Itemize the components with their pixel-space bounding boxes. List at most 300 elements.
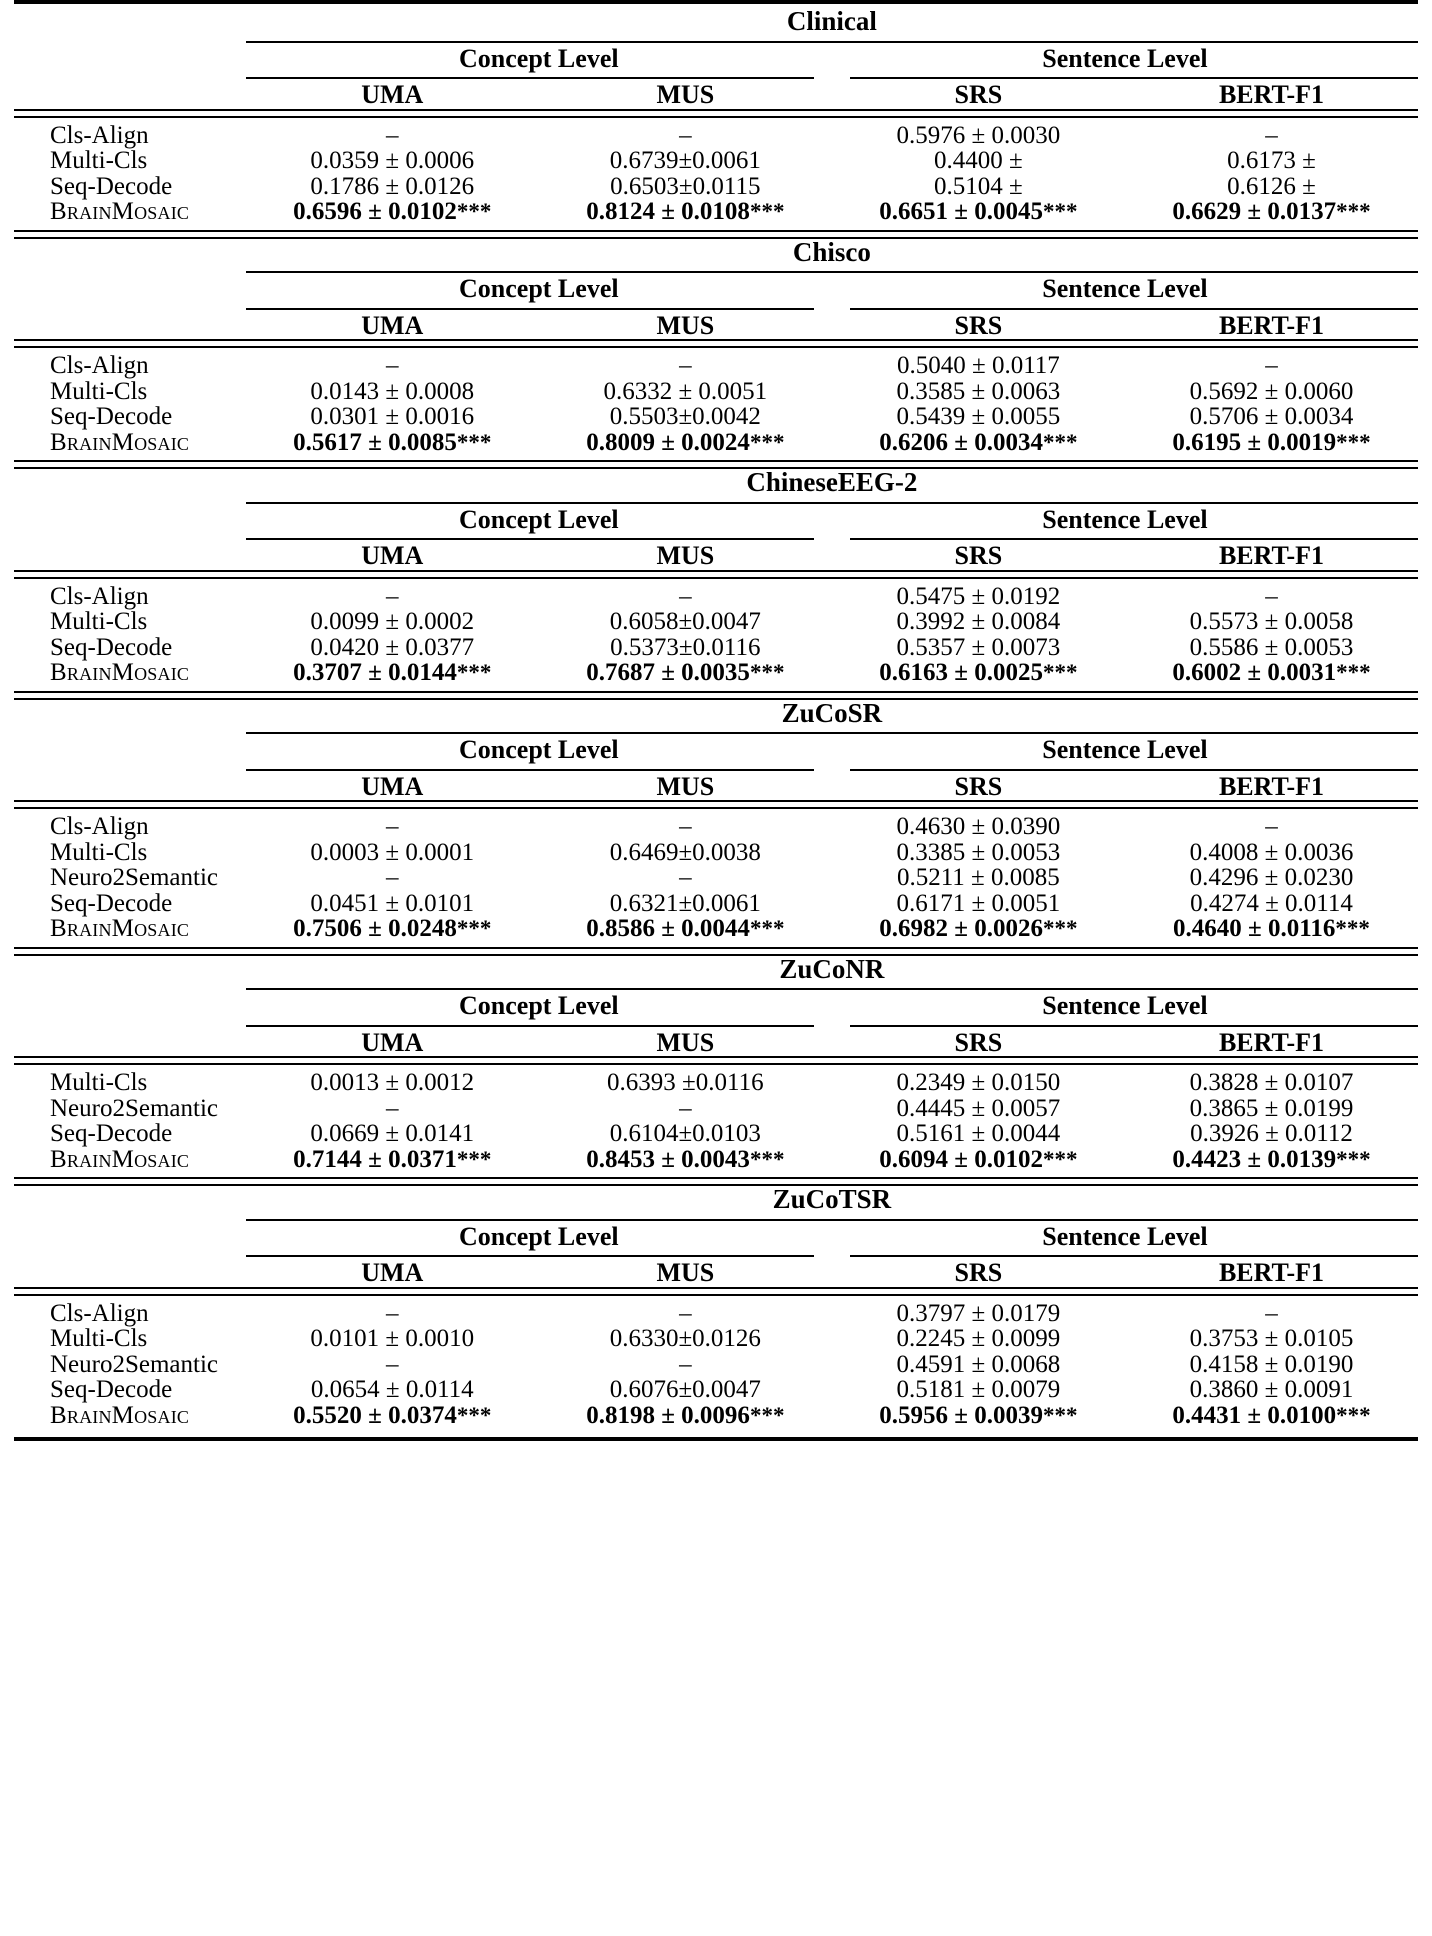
cell-not-applicable: – <box>386 352 399 380</box>
cell-value: 0.3992 ± 0.0084 <box>896 608 1061 636</box>
dataset-underline <box>246 36 1418 46</box>
dataset-title-row <box>14 699 1418 728</box>
table-row <box>14 379 1418 405</box>
cell-number: 0.7687 ± 0.0035 <box>586 659 750 687</box>
method-name: Neuro2Semantic <box>50 1094 219 1122</box>
group-header-concept-level: Concept Level <box>459 43 619 73</box>
empty-corner <box>14 1030 246 1058</box>
table-row <box>14 1377 1418 1403</box>
method-name: Seq-Decode <box>50 633 173 661</box>
cell-value <box>539 660 832 686</box>
group-header-row <box>14 507 1418 534</box>
table-row <box>14 353 1418 379</box>
empty-corner <box>14 238 246 267</box>
cell-value: 0.4274 ± 0.0114 <box>1190 889 1353 917</box>
concept-level-underline <box>246 303 832 313</box>
group-header-concept-level: Concept Level <box>459 735 619 765</box>
dataset-name: Chisco <box>792 236 871 267</box>
table-row <box>14 840 1418 866</box>
cell-number: 0.6094 ± 0.0102 <box>879 1145 1043 1173</box>
cell-value <box>832 1403 1125 1429</box>
metric-header-uma: UMA <box>361 1258 424 1288</box>
sentence-level-underline <box>832 72 1418 82</box>
cell-value: 0.0101 ± 0.0010 <box>310 1325 475 1353</box>
group-underline-row <box>14 1020 1418 1030</box>
cell-value: 0.5040 ± 0.0117 <box>896 352 1060 380</box>
cell-number: 0.5520 ± 0.0374 <box>293 1401 457 1429</box>
dataset-underline <box>246 983 1418 993</box>
table-row <box>14 891 1418 917</box>
table-row <box>14 199 1418 225</box>
cell-number: 0.7144 ± 0.0371 <box>293 1145 457 1173</box>
cell-not-applicable: – <box>679 1350 692 1378</box>
cell-not-applicable: – <box>1265 1299 1278 1327</box>
ours-method-label: BrainMosaic <box>50 198 190 226</box>
cell-value: 0.3828 ± 0.0107 <box>1189 1069 1354 1097</box>
metric-header-srs: SRS <box>954 1027 1003 1057</box>
group-header-row <box>14 46 1418 73</box>
significance-stars: *** <box>456 660 492 686</box>
cell-number: 0.6651 ± 0.0045 <box>879 198 1043 226</box>
block-separator-rule <box>14 231 1418 238</box>
method-name: Seq-Decode <box>50 403 173 431</box>
cell-not-applicable: – <box>679 582 692 610</box>
block-separator-rule <box>14 948 1418 955</box>
cell-value: 0.3753 ± 0.0105 <box>1189 1325 1354 1353</box>
metric-header-row <box>14 543 1418 571</box>
cell-value: 0.6076±0.0047 <box>609 1376 761 1404</box>
metric-header-bert-f1: BERT-F1 <box>1218 310 1324 340</box>
metric-header-mus: MUS <box>656 80 715 110</box>
header-body-rule <box>14 340 1418 347</box>
table-row <box>14 1403 1418 1429</box>
cell-value: 0.4158 ± 0.0190 <box>1189 1350 1354 1378</box>
cell-number: 0.6163 ± 0.0025 <box>879 659 1043 687</box>
dataset-name: ZuCoNR <box>779 953 885 984</box>
dataset-underline <box>246 1214 1418 1224</box>
ours-method-label: BrainMosaic <box>50 1401 190 1429</box>
cell-value <box>832 430 1125 456</box>
method-name: Multi-Cls <box>50 838 148 866</box>
horizontal-rule <box>14 1433 1418 1439</box>
significance-stars: *** <box>1043 1402 1078 1428</box>
significance-stars: *** <box>1335 916 1370 942</box>
horizontal-rule <box>14 461 1418 468</box>
significance-stars: *** <box>1336 1146 1371 1172</box>
method-name: Neuro2Semantic <box>50 864 219 892</box>
cell-value <box>246 430 539 456</box>
cell-value: 0.4008 ± 0.0036 <box>1189 838 1354 866</box>
horizontal-rule <box>14 340 1418 347</box>
cell-not-applicable: – <box>386 1299 399 1327</box>
cell-not-applicable: – <box>679 1094 692 1122</box>
table-row <box>14 660 1418 686</box>
header-body-rule <box>14 801 1418 808</box>
cell-value: 0.3385 ± 0.0053 <box>896 838 1061 866</box>
group-header-concept-level: Concept Level <box>459 991 619 1021</box>
cell-value: 0.6330±0.0126 <box>609 1325 761 1353</box>
cell-number: 0.3707 ± 0.0144 <box>293 659 457 687</box>
metric-header-mus: MUS <box>656 541 715 571</box>
cell-value: 0.5573 ± 0.0058 <box>1189 608 1354 636</box>
cell-number: 0.6596 ± 0.0102 <box>293 198 457 226</box>
group-header-sentence-level: Sentence Level <box>1042 274 1208 304</box>
cell-value: 0.1786 ± 0.0126 <box>310 172 475 200</box>
cell-not-applicable: – <box>1265 352 1278 380</box>
cell-value <box>246 916 539 942</box>
cell-value <box>246 1147 539 1173</box>
significance-stars: *** <box>749 429 785 455</box>
cell-number: 0.8453 ± 0.0043 <box>586 1145 750 1173</box>
method-name <box>14 199 246 225</box>
metric-header-bert-f1: BERT-F1 <box>1218 1027 1324 1057</box>
cell-value: 0.6469±0.0038 <box>609 838 761 866</box>
cell-value <box>1125 916 1418 942</box>
header-body-rule <box>14 571 1418 578</box>
header-body-rule <box>14 1057 1418 1064</box>
cell-value: 0.5211 ± 0.0085 <box>896 864 1060 892</box>
dataset-name: ZuCoSR <box>781 697 883 728</box>
cell-value: 0.0003 ± 0.0001 <box>310 838 475 866</box>
horizontal-rule <box>14 1057 1418 1064</box>
empty-corner <box>14 993 246 1020</box>
metric-header-srs: SRS <box>954 1258 1003 1288</box>
cell-value: 0.3585 ± 0.0063 <box>896 377 1061 405</box>
cell-value: 0.5475 ± 0.0192 <box>896 582 1061 610</box>
method-name: Seq-Decode <box>50 889 173 917</box>
metric-header-uma: UMA <box>361 80 424 110</box>
dataset-name: Clinical <box>786 6 877 36</box>
cell-value <box>832 660 1125 686</box>
empty-corner <box>14 774 246 802</box>
cell-value: 0.4445 ± 0.0057 <box>896 1094 1061 1122</box>
metric-header-srs: SRS <box>954 80 1003 110</box>
significance-stars: *** <box>456 1402 492 1428</box>
cell-value <box>1125 660 1418 686</box>
method-name: Seq-Decode <box>50 1120 173 1148</box>
metric-header-srs: SRS <box>954 541 1003 571</box>
metric-header-mus: MUS <box>656 771 715 801</box>
table-row <box>14 148 1418 174</box>
header-body-rule <box>14 110 1418 117</box>
cell-not-applicable: – <box>1265 582 1278 610</box>
cell-value: 0.0301 ± 0.0016 <box>310 403 475 431</box>
cell-value <box>1125 1403 1418 1429</box>
empty-corner <box>14 468 246 497</box>
dataset-name: ChineseEEG-2 <box>746 467 918 498</box>
group-underline-row <box>14 764 1418 774</box>
metric-header-srs: SRS <box>954 310 1003 340</box>
empty-corner <box>14 276 246 303</box>
block-separator-rule <box>14 461 1418 468</box>
dataset-name: ZuCoTSR <box>772 1184 892 1215</box>
cell-value: 0.4296 ± 0.0230 <box>1189 864 1354 892</box>
cell-value: 0.0013 ± 0.0012 <box>310 1069 475 1097</box>
dataset-underline <box>246 497 1418 507</box>
horizontal-rule <box>14 110 1418 117</box>
cell-value: 0.5357 ± 0.0073 <box>896 633 1061 661</box>
method-name <box>14 1147 246 1173</box>
metric-header-uma: UMA <box>361 1027 424 1057</box>
cell-not-applicable: – <box>679 1299 692 1327</box>
group-underline-row <box>14 1250 1418 1260</box>
results-table <box>14 0 1418 1441</box>
method-name <box>14 916 246 942</box>
ours-method-label: BrainMosaic <box>50 659 190 687</box>
cell-not-applicable: – <box>679 121 692 149</box>
table-row <box>14 430 1418 456</box>
cell-number: 0.6002 ± 0.0031 <box>1172 659 1337 687</box>
metric-header-mus: MUS <box>656 310 715 340</box>
cell-value: 0.5161 ± 0.0044 <box>896 1120 1061 1148</box>
cell-value: 0.0420 ± 0.0377 <box>310 633 475 661</box>
table-row <box>14 1326 1418 1352</box>
method-name <box>14 430 246 456</box>
cell-not-applicable: – <box>1265 121 1278 149</box>
cell-value <box>539 1147 832 1173</box>
cell-value: 0.0451 ± 0.0101 <box>310 889 475 917</box>
group-underline-row <box>14 533 1418 543</box>
table-row <box>14 1301 1418 1327</box>
cell-not-applicable: – <box>386 1094 399 1122</box>
sentence-level-underline <box>832 1020 1418 1030</box>
significance-stars: *** <box>1336 660 1371 686</box>
cell-not-applicable: – <box>679 864 692 892</box>
cell-not-applicable: – <box>1265 813 1278 841</box>
cell-number: 0.6982 ± 0.0026 <box>879 915 1043 943</box>
ours-method-label: BrainMosaic <box>50 1145 190 1173</box>
empty-corner <box>14 1260 246 1288</box>
group-header-row <box>14 276 1418 303</box>
metric-header-row <box>14 82 1418 110</box>
metric-header-row <box>14 774 1418 802</box>
method-name: Multi-Cls <box>50 1069 148 1097</box>
method-name: Multi-Cls <box>50 1325 148 1353</box>
method-name: Cls-Align <box>50 121 149 149</box>
cell-value: 0.5181 ± 0.0079 <box>896 1376 1061 1404</box>
group-underline-row <box>14 303 1418 313</box>
cell-number: 0.4423 ± 0.0139 <box>1172 1145 1337 1173</box>
significance-stars: *** <box>1043 916 1078 942</box>
cell-value <box>832 1147 1125 1173</box>
empty-corner <box>14 507 246 534</box>
cell-value: 0.5692 ± 0.0060 <box>1189 377 1354 405</box>
cell-number: 0.6206 ± 0.0034 <box>879 428 1043 456</box>
concept-level-underline <box>246 1250 832 1260</box>
significance-stars: *** <box>456 429 492 455</box>
cell-not-applicable: – <box>386 813 399 841</box>
group-header-row <box>14 993 1418 1020</box>
horizontal-rule <box>14 231 1418 238</box>
significance-stars: *** <box>1336 429 1371 455</box>
table-row <box>14 609 1418 635</box>
empty-corner <box>14 46 246 73</box>
metric-header-bert-f1: BERT-F1 <box>1218 771 1324 801</box>
cell-number: 0.6195 ± 0.0019 <box>1172 428 1337 456</box>
group-header-sentence-level: Sentence Level <box>1042 504 1208 534</box>
cell-value: 0.4630 ± 0.0390 <box>896 813 1061 841</box>
cell-number: 0.8009 ± 0.0024 <box>586 428 750 456</box>
metric-header-row <box>14 313 1418 341</box>
metric-header-row <box>14 1030 1418 1058</box>
method-name: Seq-Decode <box>50 1376 173 1404</box>
cell-value: 0.6393 ±0.0116 <box>607 1069 764 1097</box>
group-header-concept-level: Concept Level <box>459 1221 619 1251</box>
table-row <box>14 635 1418 661</box>
cell-number: 0.8586 ± 0.0044 <box>586 915 750 943</box>
metric-header-row <box>14 1260 1418 1288</box>
method-name: Cls-Align <box>50 1299 149 1327</box>
significance-stars: *** <box>749 916 785 942</box>
cell-value: 0.5373±0.0116 <box>610 633 761 661</box>
block-separator-rule <box>14 1178 1418 1185</box>
dataset-title-row <box>14 955 1418 984</box>
table-row <box>14 1070 1418 1096</box>
cell-not-applicable: – <box>679 352 692 380</box>
dataset-title-row <box>14 468 1418 497</box>
method-name: Multi-Cls <box>50 608 148 636</box>
significance-stars: *** <box>1336 1402 1371 1428</box>
table-row <box>14 404 1418 430</box>
empty-corner <box>14 543 246 571</box>
concept-level-underline <box>246 764 832 774</box>
cell-number: 0.5956 ± 0.0039 <box>879 1401 1043 1429</box>
cell-value: 0.6739±0.0061 <box>609 147 761 175</box>
empty-corner <box>14 737 246 764</box>
metric-header-mus: MUS <box>656 1258 715 1288</box>
metric-header-uma: UMA <box>361 541 424 571</box>
significance-stars: *** <box>749 1402 785 1428</box>
empty-corner <box>14 8 246 36</box>
cell-value: 0.6173 ± <box>1227 147 1316 175</box>
empty-corner <box>14 82 246 110</box>
cell-value: 0.6171 ± 0.0051 <box>896 889 1061 917</box>
significance-stars: *** <box>1043 199 1078 225</box>
horizontal-rule <box>14 692 1418 699</box>
concept-level-underline <box>246 72 832 82</box>
cell-value: 0.5439 ± 0.0055 <box>896 403 1061 431</box>
group-header-sentence-level: Sentence Level <box>1042 735 1208 765</box>
cell-value <box>1125 199 1418 225</box>
cell-not-applicable: – <box>679 813 692 841</box>
metric-header-uma: UMA <box>361 310 424 340</box>
cell-number: 0.5617 ± 0.0085 <box>293 428 457 456</box>
table-row <box>14 865 1418 891</box>
cell-value: 0.5976 ± 0.0030 <box>896 121 1061 149</box>
table-row <box>14 1352 1418 1378</box>
metric-header-mus: MUS <box>656 1027 715 1057</box>
cell-value: 0.6503±0.0115 <box>610 172 761 200</box>
cell-value: 0.0099 ± 0.0002 <box>310 608 475 636</box>
cell-value <box>832 916 1125 942</box>
method-name: Cls-Align <box>50 813 149 841</box>
ours-method-label: BrainMosaic <box>50 428 190 456</box>
cell-not-applicable: – <box>386 582 399 610</box>
empty-corner <box>14 955 246 984</box>
group-header-row <box>14 737 1418 764</box>
method-name: Cls-Align <box>50 352 149 380</box>
cell-value: 0.5503±0.0042 <box>609 403 761 431</box>
cell-value <box>246 199 539 225</box>
cell-value <box>539 1403 832 1429</box>
cell-value: 0.3865 ± 0.0199 <box>1189 1094 1354 1122</box>
group-header-concept-level: Concept Level <box>459 274 619 304</box>
cell-value: 0.5586 ± 0.0053 <box>1189 633 1354 661</box>
significance-stars: *** <box>749 199 785 225</box>
significance-stars: *** <box>456 916 492 942</box>
ours-method-label: BrainMosaic <box>50 915 190 943</box>
method-name <box>14 660 246 686</box>
table-row <box>14 174 1418 200</box>
table-row <box>14 584 1418 610</box>
cell-value: 0.6126 ± <box>1227 172 1316 200</box>
method-name: Multi-Cls <box>50 377 148 405</box>
header-body-rule <box>14 1288 1418 1295</box>
significance-stars: *** <box>1043 429 1078 455</box>
empty-corner <box>14 699 246 728</box>
sentence-level-underline <box>832 303 1418 313</box>
group-underline-row <box>14 72 1418 82</box>
concept-level-underline <box>246 533 832 543</box>
significance-stars: *** <box>456 1146 492 1172</box>
significance-stars: *** <box>749 1146 785 1172</box>
cell-value: 0.4400 ± <box>934 147 1023 175</box>
sentence-level-underline <box>832 533 1418 543</box>
block-separator-rule <box>14 692 1418 699</box>
table-row <box>14 916 1418 942</box>
group-header-concept-level: Concept Level <box>459 504 619 534</box>
group-header-sentence-level: Sentence Level <box>1042 1221 1208 1251</box>
cell-value: 0.6321±0.0061 <box>609 889 761 917</box>
horizontal-rule <box>14 571 1418 578</box>
cell-number: 0.8198 ± 0.0096 <box>586 1401 750 1429</box>
table-row <box>14 1121 1418 1147</box>
sentence-level-underline <box>832 764 1418 774</box>
group-header-sentence-level: Sentence Level <box>1042 991 1208 1021</box>
metric-header-srs: SRS <box>954 771 1003 801</box>
group-header-sentence-level: Sentence Level <box>1042 43 1208 73</box>
metric-header-bert-f1: BERT-F1 <box>1218 80 1324 110</box>
dataset-underline <box>246 727 1418 737</box>
horizontal-rule <box>14 1288 1418 1295</box>
dataset-title-row <box>14 8 1418 36</box>
cell-value <box>1125 430 1418 456</box>
cell-value: 0.2245 ± 0.0099 <box>896 1325 1061 1353</box>
cell-number: 0.4640 ± 0.0116 <box>1173 915 1336 943</box>
cell-value: 0.3926 ± 0.0112 <box>1190 1120 1353 1148</box>
method-name: Neuro2Semantic <box>50 1350 219 1378</box>
table-row <box>14 123 1418 149</box>
cell-value: 0.0669 ± 0.0141 <box>310 1120 475 1148</box>
horizontal-rule <box>14 948 1418 955</box>
cell-value: 0.6332 ± 0.0051 <box>603 377 768 405</box>
significance-stars: *** <box>1336 199 1371 225</box>
cell-not-applicable: – <box>386 121 399 149</box>
significance-stars: *** <box>749 660 785 686</box>
cell-number: 0.4431 ± 0.0100 <box>1172 1401 1337 1429</box>
group-header-row <box>14 1224 1418 1251</box>
cell-not-applicable: – <box>386 1350 399 1378</box>
table-row <box>14 1147 1418 1173</box>
table-row <box>14 1096 1418 1122</box>
metric-header-bert-f1: BERT-F1 <box>1218 541 1324 571</box>
cell-number: 0.6629 ± 0.0137 <box>1172 198 1337 226</box>
cell-value: 0.3797 ± 0.0179 <box>896 1299 1061 1327</box>
dataset-title-row <box>14 238 1418 267</box>
cell-value: 0.4591 ± 0.0068 <box>896 1350 1061 1378</box>
horizontal-rule <box>14 801 1418 808</box>
cell-value <box>246 1403 539 1429</box>
